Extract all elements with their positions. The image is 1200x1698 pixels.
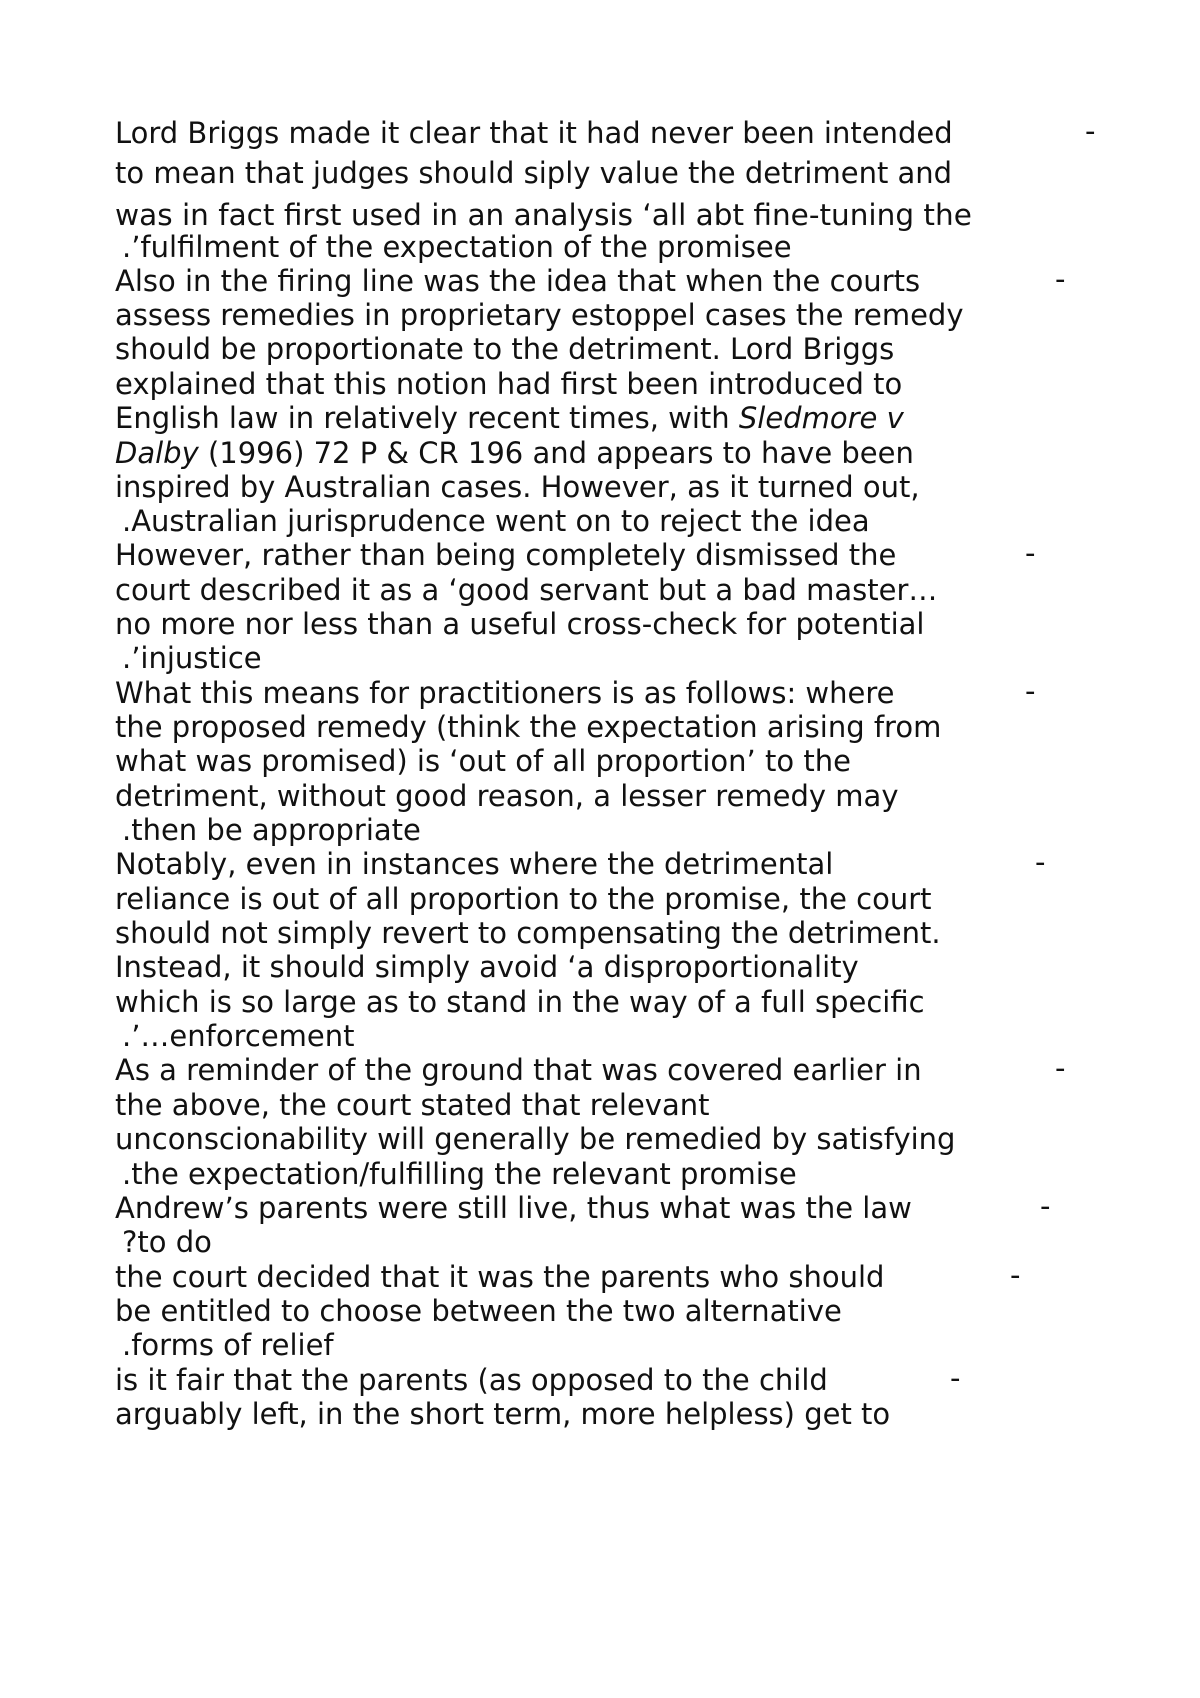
- text-segment: court described it as a ‘good servant but a bad master…: [115, 573, 938, 607]
- bullet-text-line: [115, 436, 914, 470]
- bullet-dash-marker: -: [950, 1361, 961, 1395]
- bullet-dash-marker: -: [1010, 1258, 1021, 1292]
- bullet-text-line: [115, 1088, 709, 1122]
- bullet-text-line: [115, 985, 925, 1019]
- bullet-text-line: [122, 230, 792, 264]
- bullet-text-line: [122, 641, 262, 675]
- bullet-text-line: [115, 156, 952, 190]
- text-segment: which is so large as to stand in the way of a full specific: [115, 985, 925, 1019]
- bullet-text-line: [115, 710, 941, 744]
- text-segment: the court decided that it was the parents who should: [115, 1260, 885, 1294]
- bullet-dash-marker: -: [1025, 536, 1036, 570]
- text-segment: .the expectation/fulfilling the relevant promise: [122, 1157, 797, 1191]
- bullet-text-line: [115, 298, 963, 332]
- text-segment: detriment, without good reason, a lesser remedy may: [115, 779, 899, 813]
- bullet-text-line: [115, 332, 894, 366]
- bullet-text-line: [115, 950, 859, 984]
- bullet-text-line: [115, 847, 833, 881]
- text-segment: no more nor less than a useful cross-check for potential: [115, 607, 925, 641]
- text-segment: However, rather than being completely dismissed the: [115, 538, 897, 572]
- text-segment: .’fulfilment of the expectation of the promisee: [122, 230, 792, 264]
- text-segment: As a reminder of the ground that was covered earlier in: [115, 1053, 922, 1087]
- text-segment: the proposed remedy (think the expectation arising from: [115, 710, 942, 744]
- text-segment: explained that this notion had first been introduced to: [115, 367, 903, 401]
- text-segment: to mean that judges should siply value the detriment and: [115, 156, 953, 190]
- text-segment: should be proportionate to the detriment. Lord Briggs: [115, 332, 895, 366]
- text-segment: be entitled to choose between the two alternative: [115, 1294, 842, 1328]
- case-citation-italic: Dalby: [115, 436, 199, 470]
- text-segment: What this means for practitioners is as follows: where: [115, 676, 895, 710]
- text-segment: Also in the firing line was the idea that when the courts: [115, 264, 921, 298]
- text-segment: is it fair that the parents (as opposed to the child: [115, 1363, 828, 1397]
- bullet-text-line: [115, 1122, 955, 1156]
- bullet-text-line: [115, 607, 924, 641]
- bullet-text-line: [115, 198, 972, 232]
- text-segment: .then be appropriate: [122, 813, 421, 847]
- bullet-text-line: [115, 1191, 912, 1225]
- bullet-dash-marker: -: [1035, 845, 1046, 879]
- bullet-text-line: [115, 676, 895, 710]
- bullet-dash-marker: -: [1025, 674, 1036, 708]
- text-segment: Andrew’s parents were still live, thus what was the law: [115, 1191, 912, 1225]
- bullet-text-line: [115, 779, 898, 813]
- text-segment: ?to do: [122, 1225, 212, 1259]
- bullet-dash-marker: -: [1055, 262, 1066, 296]
- bullet-text-line: [115, 367, 902, 401]
- text-segment: .’injustice: [122, 641, 262, 675]
- text-segment: English law in relatively recent times, with: [115, 401, 739, 435]
- text-segment: (1996) 72 P & CR 196 and appears to have been: [198, 436, 914, 470]
- text-segment: reliance is out of all proportion to the promise, the court: [115, 882, 932, 916]
- bullet-text-line: [115, 916, 941, 950]
- bullet-text-line: [115, 882, 932, 916]
- bullet-text-line: [115, 1363, 828, 1397]
- bullet-text-line: [122, 1157, 797, 1191]
- text-segment: the above, the court stated that relevant: [115, 1088, 710, 1122]
- bullet-text-line: [122, 1328, 334, 1362]
- text-segment: arguably left, in the short term, more helpless) get to: [115, 1397, 891, 1431]
- text-segment: assess remedies in proprietary estoppel cases the remedy: [115, 298, 964, 332]
- bullet-text-line: [122, 813, 421, 847]
- text-segment: unconscionability will generally be remedied by satisfying: [115, 1122, 956, 1156]
- text-segment: .’…enforcement: [122, 1019, 355, 1053]
- bullet-text-line: [115, 1053, 922, 1087]
- bullet-text-line: [115, 470, 920, 504]
- text-segment: what was promised) is ‘out of all proportion’ to the: [115, 744, 851, 778]
- bullet-text-line: [115, 1294, 842, 1328]
- text-segment: was in fact first used in an analysis ‘all abt fine-tuning the: [115, 198, 972, 232]
- bullet-text-line: [115, 264, 920, 298]
- bullet-text-line: [115, 1260, 884, 1294]
- bullet-dash-marker: -: [1040, 1189, 1051, 1223]
- bullet-text-line: [115, 538, 896, 572]
- text-segment: Instead, it should simply avoid ‘a disproportionality: [115, 950, 859, 984]
- text-segment: Notably, even in instances where the detrimental: [115, 847, 834, 881]
- text-segment: should not simply revert to compensating the detriment.: [115, 916, 941, 950]
- bullet-text-line: [115, 573, 937, 607]
- bullet-text-line: [122, 504, 870, 538]
- bullet-text-line: [122, 1019, 355, 1053]
- bullet-dash-marker: -: [1085, 114, 1096, 148]
- text-segment: Lord Briggs made it clear that it had never been intended: [115, 116, 953, 150]
- bullet-text-line: [115, 1397, 890, 1431]
- bullet-dash-marker: -: [1055, 1051, 1066, 1085]
- text-segment: inspired by Australian cases. However, as it turned out,: [115, 470, 920, 504]
- text-segment: .forms of relief: [122, 1328, 334, 1362]
- case-citation-italic: Sledmore v: [738, 401, 904, 435]
- bullet-text-line: [122, 1225, 212, 1259]
- bullet-text-line: [115, 744, 851, 778]
- bullet-text-line: [115, 116, 953, 150]
- bullet-text-line: [115, 401, 904, 435]
- text-segment: .Australian jurisprudence went on to reject the idea: [122, 504, 870, 538]
